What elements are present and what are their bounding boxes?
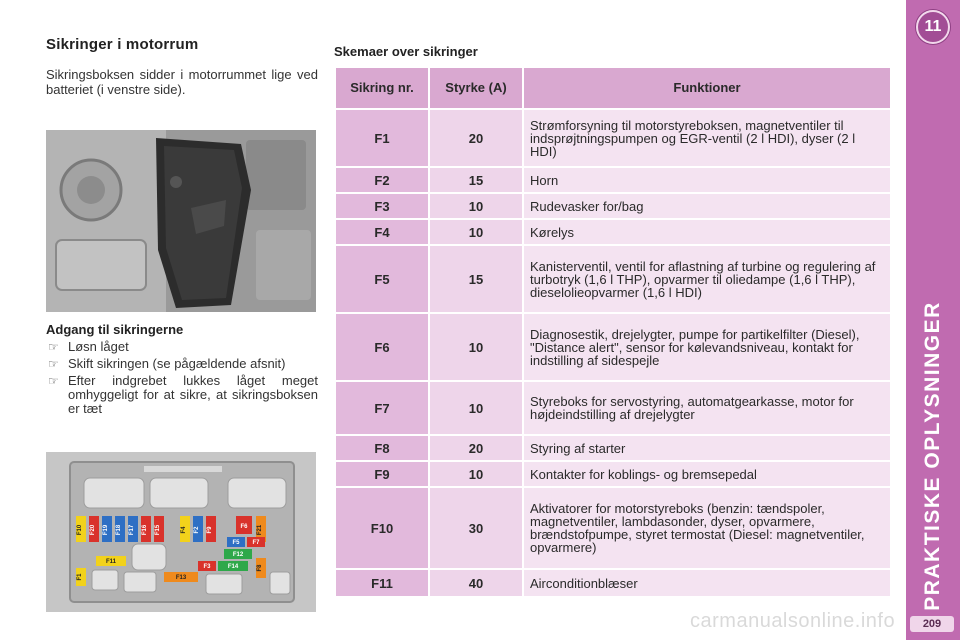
pointing-hand-icon: ☞ [48,374,59,388]
table-row [336,314,890,380]
chapter-number-badge: 11 [916,10,950,44]
fuse-label: F3 [203,564,211,570]
fuse-number-cell: F4 [336,220,428,244]
table-row [336,246,890,312]
amperage-cell: 10 [430,314,522,380]
fuse-number-cell: F5 [336,246,428,312]
fuse-number-cell: F8 [336,436,428,460]
amperage-cell: 15 [430,168,522,192]
fuse-label: F14 [227,564,239,570]
amperage-cell: 10 [430,382,522,434]
fuse-label: F21 [257,524,263,536]
fuse-number-cell: F10 [336,488,428,568]
fuse-label: F20 [90,524,96,536]
access-title: Adgang til sikringerne [46,322,184,337]
function-cell: Kørelys [524,220,890,244]
column-header-amperage: Styrke (A) [430,68,522,108]
table-title: Skemaer over sikringer [334,44,478,59]
fuse-label: F10 [77,524,83,536]
table-row [336,382,890,434]
step-item [46,357,318,371]
fusebox-diagram [46,452,316,612]
amperage-cell: 30 [430,488,522,568]
fuse-label: F1 [77,573,83,581]
fuse-table [334,66,892,598]
function-cell: Airconditionblæser [524,570,890,596]
fuse-label: F13 [175,575,187,581]
fuse-label: F8 [257,564,263,572]
amperage-cell: 10 [430,220,522,244]
column-header-fuse-number: Sikring nr. [336,68,428,108]
table-row [336,488,890,568]
fuse-label: F17 [129,524,135,536]
table-header-row [336,68,890,108]
function-cell: Aktivatorer for motorstyreboks (benzin: tændspoler, magnetventiler, lambdasonder, dyser, opvarmere, brændstofpumpe, styret termostat (Diesel: magnetventiler, opvarmere) [524,488,890,568]
fuse-label: F2 [194,526,200,534]
fuse-number-cell: F1 [336,110,428,166]
engine-bay-photo [46,130,316,312]
step-item [46,340,318,354]
fuse-number-cell: F11 [336,570,428,596]
fuse-label: F18 [116,524,122,536]
function-cell: Kanisterventil, ventil for aflastning af turbine og regulering af turbotryk (1,6 l THP), opvarmer til oliedampe (1,6 l THP), dieselolieopvarmer (1,6 l HDI) [524,246,890,312]
table-row [336,168,890,192]
fuse-number-cell: F6 [336,314,428,380]
function-cell: Diagnosestik, drejelygter, pumpe for partikelfilter (Diesel), "Distance alert", sensor for kølevandsniveau, kontakt for indstilling af sidespejle [524,314,890,380]
amperage-cell: 15 [430,246,522,312]
amperage-cell: 40 [430,570,522,596]
fuse-number-cell: F9 [336,462,428,486]
amperage-cell: 20 [430,436,522,460]
fuse-label: F6 [240,524,248,530]
table-row [336,462,890,486]
fuse-label: F5 [232,540,240,546]
page-number: 209 [910,616,954,632]
fuse-label: F4 [181,526,187,534]
column-header-functions: Funktioner [524,68,890,108]
fuse-label: F15 [155,524,161,536]
fuse-label: F9 [207,526,213,534]
fuse-number-cell: F3 [336,194,428,218]
fuse-number-cell: F2 [336,168,428,192]
table-row [336,194,890,218]
intro-text: Sikringsboksen sidder i motorrummet lige ved batteriet (i venstre side). [46,67,318,97]
fuse-label: F19 [103,524,109,536]
amperage-cell: 10 [430,194,522,218]
function-cell: Styreboks for servostyring, automatgearkasse, motor for højdeindstilling af drejelygter [524,382,890,434]
table-row [336,436,890,460]
function-cell: Kontakter for koblings- og bremsepedal [524,462,890,486]
step-text: Skift sikringen (se pågældende afsnit) [68,356,286,371]
function-cell: Styring af starter [524,436,890,460]
table-row [336,220,890,244]
chapter-title-text: PRAKTISKE OPLYSNINGER [921,301,944,611]
table-row [336,110,890,166]
section-title: Sikringer i motorrum [46,36,199,53]
amperage-cell: 10 [430,462,522,486]
pointing-hand-icon: ☞ [48,357,59,371]
step-item [46,374,318,416]
fuse-label: F16 [142,524,148,536]
table-row [336,570,890,596]
watermark: carmanualsonline.info [690,610,896,632]
function-cell: Rudevasker for/bag [524,194,890,218]
amperage-cell: 20 [430,110,522,166]
access-steps [46,340,318,419]
left-column [46,36,318,97]
fuse-number-cell: F7 [336,382,428,434]
function-cell: Strømforsyning til motorstyreboksen, magnetventiler til indsprøjtningspumpen og EGR-ventil (2 l HDI), dyser (2 l HDI) [524,110,890,166]
pointing-hand-icon: ☞ [48,340,59,354]
fuse-label: F7 [252,540,260,546]
step-text: Efter indgrebet lukkes låget meget omhyggeligt for at sikre, at sikringsboksen er tæt [68,373,318,416]
fuse-label: F12 [232,552,244,558]
step-text: Løsn låget [68,339,129,354]
fuse-label: F11 [105,559,117,565]
function-cell: Horn [524,168,890,192]
